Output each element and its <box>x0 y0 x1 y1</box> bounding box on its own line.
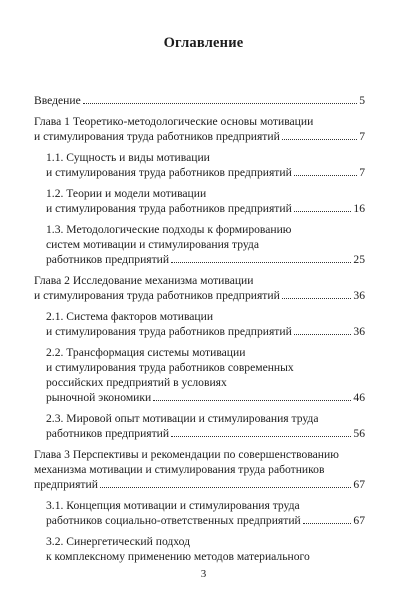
toc-entry-text: российских предприятий в условиях <box>46 376 227 389</box>
toc-entry-line <box>34 93 365 108</box>
toc-entry-text: рыночной экономики <box>46 391 152 404</box>
toc-entry-text: и стимулирования труда работников предприятий <box>46 202 292 215</box>
toc-entry-text: механизма мотивации и стимулирования труда работников <box>34 463 325 476</box>
toc-page-number: 7 <box>359 166 365 179</box>
toc-entry-line <box>46 252 365 267</box>
toc-entry-text: предприятий <box>34 478 98 491</box>
toc-entry <box>34 186 365 216</box>
toc-entry <box>34 345 365 405</box>
toc-entry-text: работников социально-ответственных предприятий <box>46 514 301 527</box>
toc-entry-text: 2.3. Мировой опыт мотивации и стимулирования труда <box>46 412 319 425</box>
toc-entry <box>34 222 365 267</box>
toc-entry <box>34 93 365 108</box>
dot-leader <box>153 400 351 401</box>
toc-entry-text: и стимулирования труда работников предприятий <box>34 289 280 302</box>
dot-leader <box>171 262 351 263</box>
toc-entry-text: и стимулирования труда работников предприятий <box>46 325 292 338</box>
toc-entry-text: 2.2. Трансформация системы мотивации <box>46 346 246 359</box>
toc-entry-line <box>46 360 365 375</box>
toc-page-number: 36 <box>353 289 365 302</box>
toc-entry-line <box>46 201 365 216</box>
toc-entry-line <box>46 186 365 201</box>
toc-entry-text: 1.3. Методологические подходы к формированию <box>46 223 292 236</box>
toc-page-number: 7 <box>359 130 365 143</box>
table-of-contents <box>34 93 365 570</box>
toc-entry <box>34 447 365 492</box>
toc-page-number: 36 <box>353 325 365 338</box>
toc-entry-line <box>46 375 365 390</box>
toc-entry-line <box>46 390 365 405</box>
toc-entry-text: Глава 1 Теоретико-методологические основы мотивации <box>34 115 314 128</box>
toc-entry-line <box>46 324 365 339</box>
toc-entry-text: Глава 3 Перспективы и рекомендации по совершенствованию <box>34 448 339 461</box>
toc-entry-line <box>46 498 365 513</box>
dot-leader <box>294 211 352 212</box>
toc-entry-line <box>46 534 365 549</box>
page-title: Оглавление <box>163 35 244 51</box>
dot-leader <box>282 139 357 140</box>
dot-leader <box>294 334 352 335</box>
toc-entry-line <box>46 150 365 165</box>
toc-entry-line <box>34 477 365 492</box>
toc-page-number: 67 <box>353 514 365 527</box>
dot-leader <box>282 298 352 299</box>
toc-entry-text: Глава 2 Исследование механизма мотивации <box>34 274 254 287</box>
toc-entry-line <box>46 237 365 252</box>
toc-page-number: 5 <box>359 94 365 107</box>
toc-entry <box>34 534 365 564</box>
toc-entry-text: 2.1. Система факторов мотивации <box>46 310 214 323</box>
toc-page-number: 67 <box>353 478 365 491</box>
dot-leader <box>294 175 357 176</box>
toc-entry-text: 3.1. Концепция мотивации и стимулирования труда <box>46 499 300 512</box>
toc-entry-text: и стимулирования труда работников предприятий <box>34 130 280 143</box>
toc-page-number: 25 <box>353 253 365 266</box>
toc-entry-line <box>46 411 365 426</box>
toc-page-number: 16 <box>353 202 365 215</box>
toc-entry <box>34 150 365 180</box>
toc-entry <box>34 309 365 339</box>
toc-entry-line <box>46 426 365 441</box>
toc-entry-text: систем мотивации и стимулирования труда <box>46 238 259 251</box>
toc-entry-text: и стимулирования труда работников современных <box>46 361 294 374</box>
page-number: 3 <box>200 568 207 580</box>
toc-entry-text: 3.2. Синергетический подход <box>46 535 191 548</box>
toc-entry-text: работников предприятий <box>46 253 170 266</box>
toc-entry-line <box>34 288 365 303</box>
toc-entry-text: к комплексному применению методов материального <box>46 550 310 563</box>
toc-entry <box>34 498 365 528</box>
toc-entry-text: работников предприятий <box>46 427 170 440</box>
toc-entry <box>34 273 365 303</box>
dot-leader <box>100 487 351 488</box>
toc-entry-text: 1.1. Сущность и виды мотивации <box>46 151 210 164</box>
toc-entry-line <box>34 273 365 288</box>
toc-entry-line <box>46 345 365 360</box>
toc-entry-line <box>34 114 365 129</box>
dot-leader <box>83 103 357 104</box>
toc-entry-line <box>46 549 365 564</box>
toc-page-number: 46 <box>353 391 365 404</box>
dot-leader <box>303 523 352 524</box>
toc-entry-line <box>46 309 365 324</box>
toc-entry-text: и стимулирования труда работников предприятий <box>46 166 292 179</box>
toc-entry-text: Введение <box>34 94 81 107</box>
toc-entry-line <box>46 165 365 180</box>
toc-entry-line <box>34 447 365 462</box>
toc-entry <box>34 411 365 441</box>
toc-entry-line <box>46 222 365 237</box>
toc-page-number: 56 <box>353 427 365 440</box>
toc-entry <box>34 114 365 144</box>
toc-entry-text: 1.2. Теории и модели мотивации <box>46 187 207 200</box>
toc-entry-line <box>34 129 365 144</box>
dot-leader <box>171 436 351 437</box>
toc-entry-line <box>34 462 365 477</box>
toc-entry-line <box>46 513 365 528</box>
